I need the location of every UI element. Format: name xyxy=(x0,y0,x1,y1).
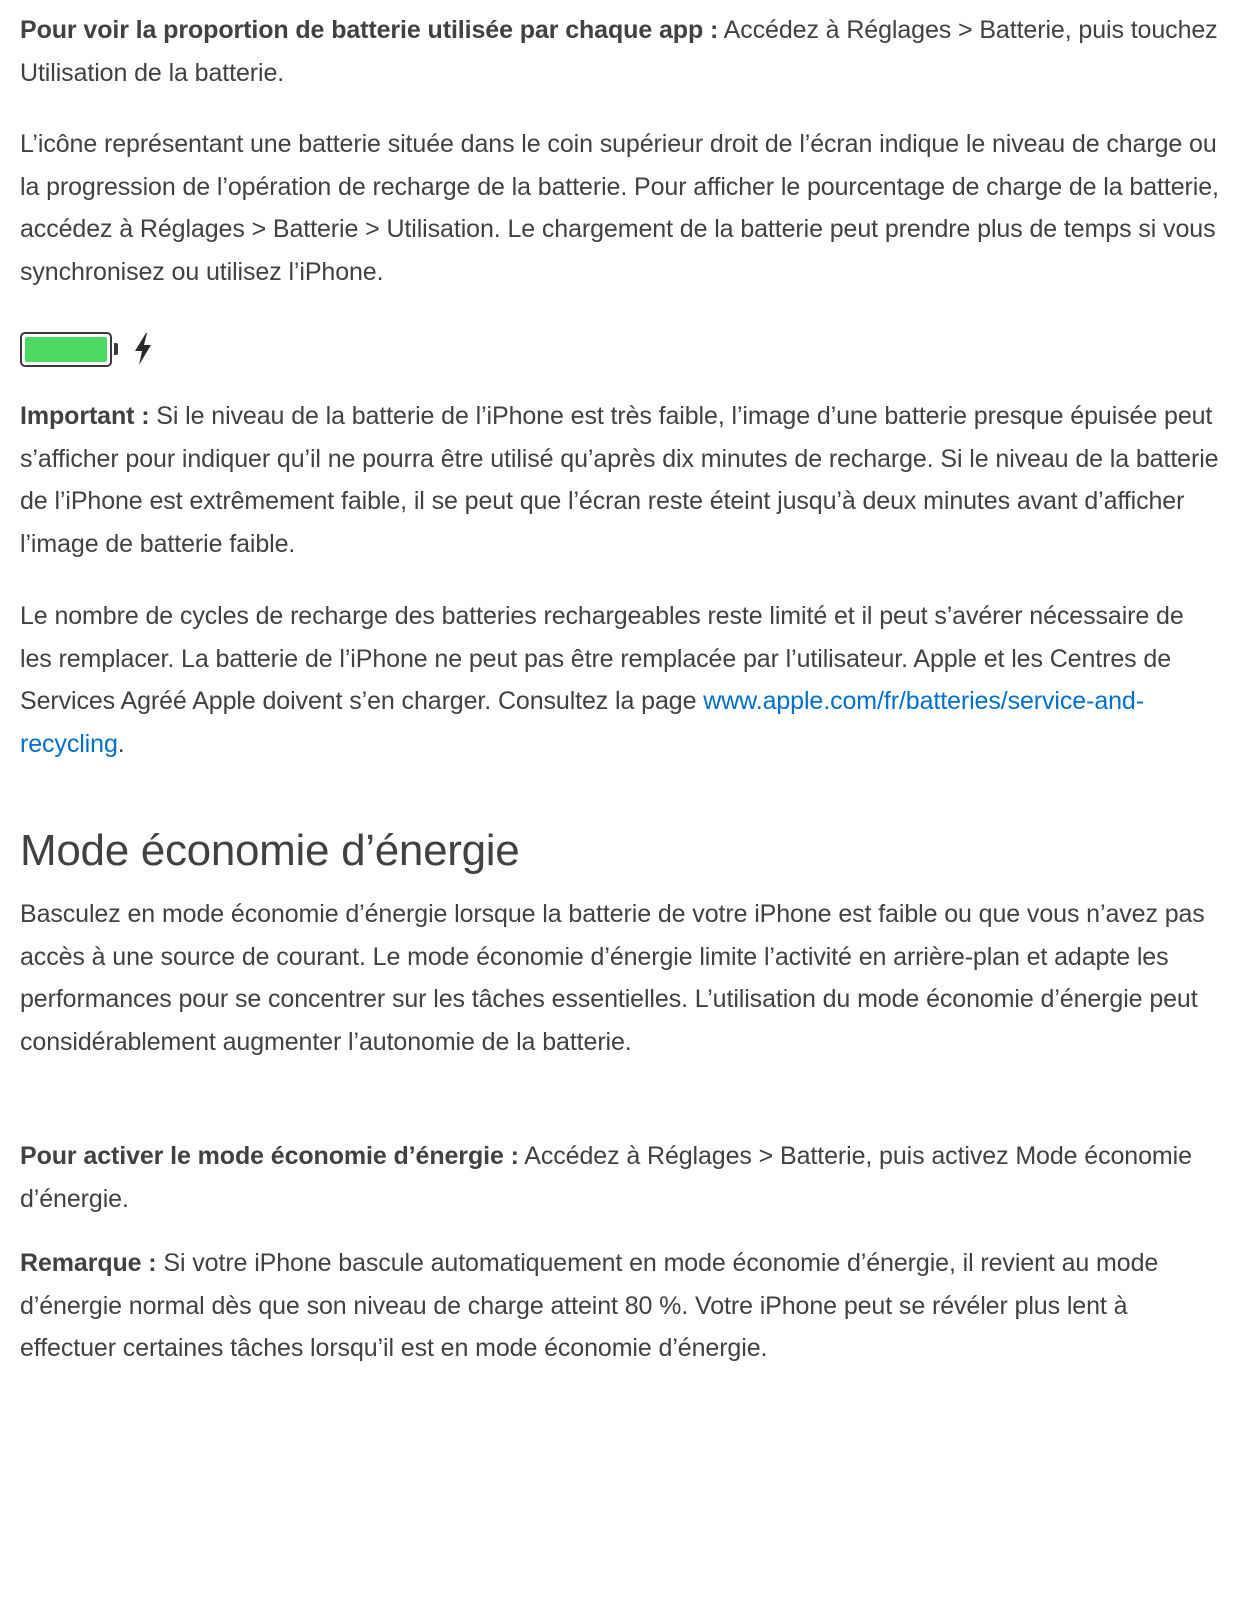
lead-activate-low-power: Pour activer le mode économie d’énergie : xyxy=(20,1142,519,1170)
text-remark: Si votre iPhone bascule automatiquement en mode économie d’énergie, il revient au mode d’énergie normal dès que son niveau de charge atteint 80 %. Votre iPhone peut se révéler plus lent à effectuer certaines tâches lorsqu’il est en mode économie d’énergie. xyxy=(20,1249,1159,1363)
lead-important: Important : xyxy=(20,402,150,430)
battery-charging-illustration xyxy=(20,328,154,370)
text-battery-usage: Accédez à Réglages > Batterie, puis touchez Utilisation de la batterie. xyxy=(20,16,1218,87)
text-recharge-cycles: Le nombre de cycles de recharge des batteries rechargeables reste limité et il peut s’avérer nécessaire de les remplacer. La batterie de l’iPhone ne peut pas être remplacée par l’utilisateur. Apple et les Centres de Services Agréé Apple doivent s’en charger. Consultez la page xyxy=(20,602,1184,716)
paragraph-battery-usage xyxy=(20,9,1220,94)
lightning-bolt-icon xyxy=(132,332,154,366)
text-important: Si le niveau de la batterie de l’iPhone est très faible, l’image d’une batterie presque épuisée peut s’afficher pour indiquer qu’il ne pourra être utilisé qu’après dix minutes de recharge. Si le niveau de la batterie de l’iPhone est extrêmement faible, il se peut que l’écran reste éteint jusqu’à deux minutes avant d’afficher l’image de batterie faible. xyxy=(20,402,1219,559)
paragraph-battery-icon-info: L’icône représentant une batterie située dans le coin supérieur droit de l’écran indique le niveau de charge ou la progression de l’opération de recharge de la batterie. Pour afficher le pourcentage de charge de la batterie, accédez à Réglages > Batterie > Utilisation. Le chargement de la batterie peut prendre plus de temps si vous synchronisez ou utilisez l’iPhone. xyxy=(20,130,1219,287)
recycling-link[interactable]: www.apple.com/fr/batteries/service-and-recycling xyxy=(20,687,1144,759)
paragraph-remark xyxy=(20,1242,1220,1370)
paragraph-recharge-cycles xyxy=(20,595,1220,766)
paragraph-low-power-intro: Basculez en mode économie d’énergie lorsque la batterie de votre iPhone est faible ou que vous n’avez pas accès à une source de courant. Le mode économie d’énergie limite l’activité en arrière-plan et adapte les performances pour se concentrer sur les tâches essentielles. L’utilisation du mode économie d’énergie peut considérablement augmenter l’autonomie de la batterie. xyxy=(20,900,1205,1057)
text-recharge-after: . xyxy=(117,730,125,759)
text-activate-low-power: Accédez à Réglages > Batterie, puis activez Mode économie d’énergie. xyxy=(20,1142,1192,1213)
section-title-low-power: Mode économie d’énergie xyxy=(20,826,520,875)
lead-remark: Remarque : xyxy=(20,1249,157,1277)
battery-terminal xyxy=(114,343,118,355)
paragraph-important xyxy=(20,395,1220,566)
battery-level-fill xyxy=(25,337,107,362)
battery-icon xyxy=(20,332,112,367)
lead-battery-usage: Pour voir la proportion de batterie utilisée par chaque app : xyxy=(20,16,719,44)
paragraph-activate-low-power xyxy=(20,1135,1220,1220)
